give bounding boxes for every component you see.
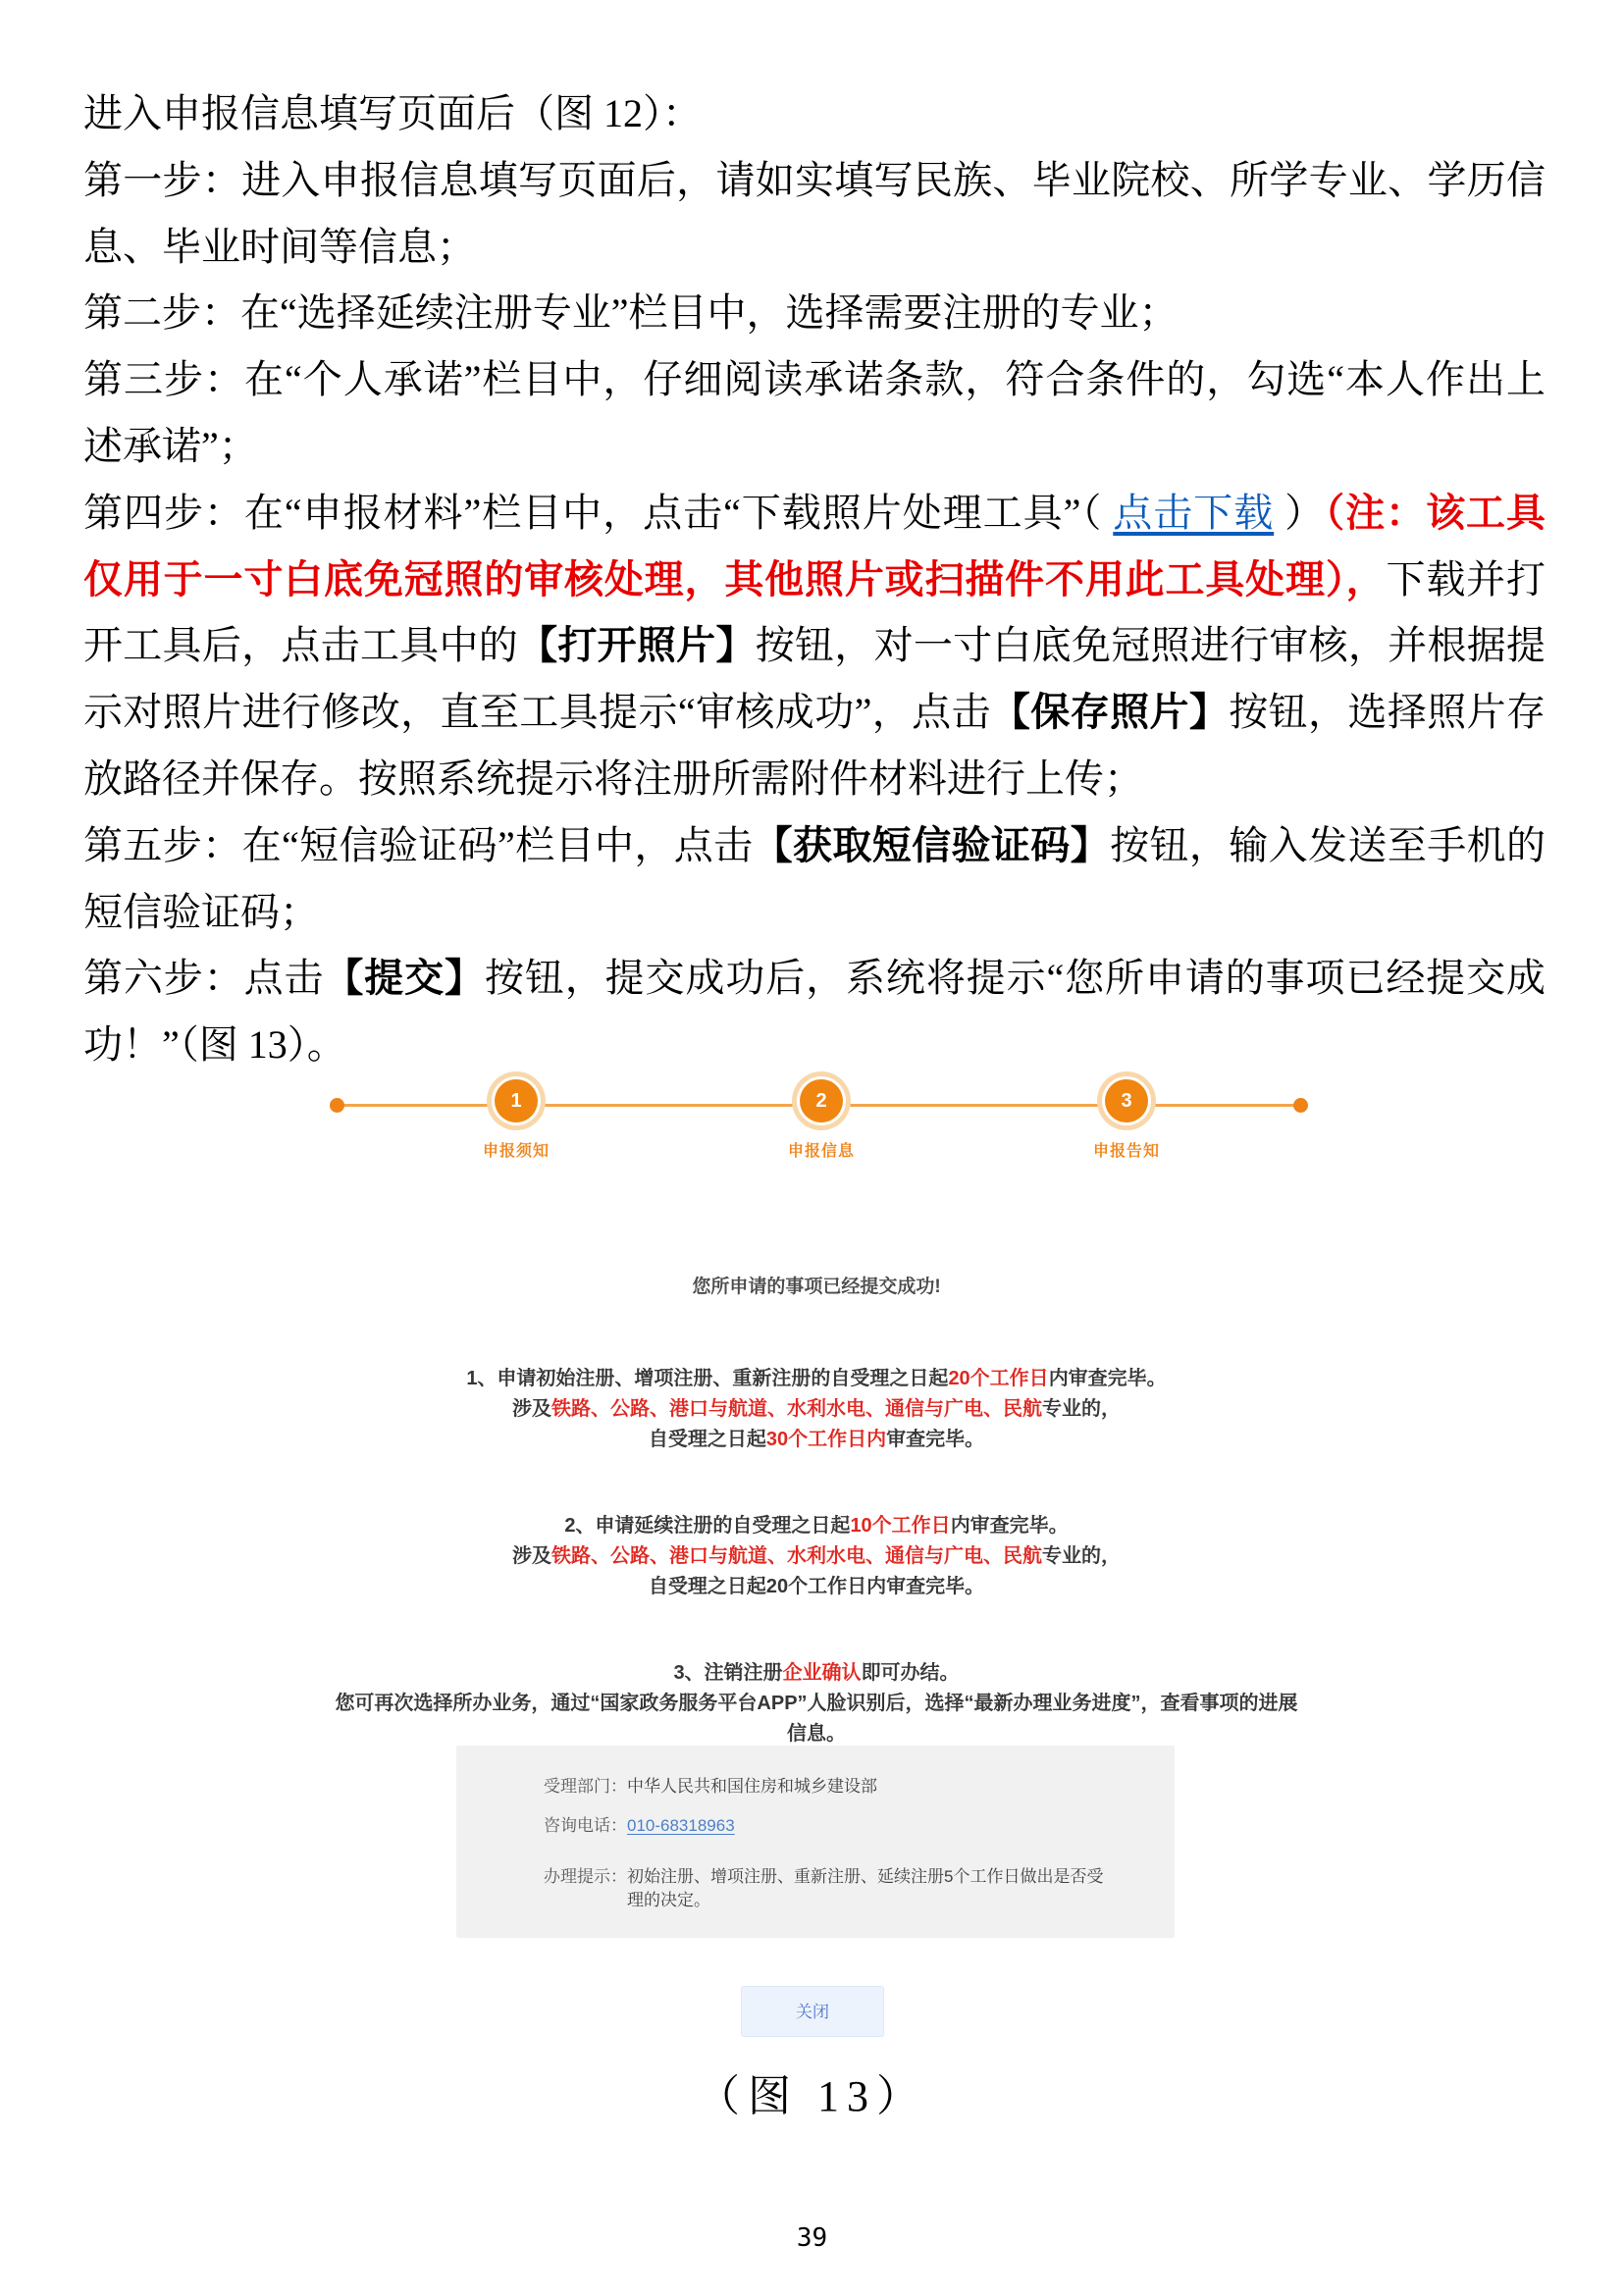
stepper-start-dot — [330, 1098, 344, 1113]
text-run: 您可再次选择所办业务，通过“国家政务服务平台APP”人脸识别后，选择“最新办理业务进度”，查看事项的进展信息。 — [335, 1693, 1298, 1745]
paragraph-step4 — [83, 480, 1545, 812]
paragraph-step2 — [83, 280, 1545, 346]
button-name-open-photo: 【打开照片】 — [518, 623, 756, 668]
highlight-30-workdays: 30个工作日内 — [765, 1429, 887, 1450]
notice-item-2 — [326, 1511, 1307, 1602]
text-run: 按钮，输入发送至手机的短信验证码； — [83, 822, 1546, 934]
text-run: 1、申请初始注册、增项注册、重新注册的自受理之日起 — [466, 1368, 949, 1389]
text-run: 即可办结。 — [861, 1662, 960, 1684]
text-run: 内审查完毕。 — [1048, 1368, 1167, 1389]
tip-label: 办理提示： — [544, 1867, 627, 1886]
text-run: 3、注销注册 — [673, 1662, 783, 1684]
paragraph-step3 — [83, 346, 1545, 480]
highlight-specialties: 铁路、公路、港口与航道、水利水电、通信与广电、民航 — [551, 1545, 1042, 1567]
stepper-step-1 — [457, 1079, 575, 1161]
contact-info-box — [456, 1746, 1175, 1938]
page-number: 39 — [796, 2223, 828, 2253]
highlight-enterprise-confirm: 企业确认 — [782, 1662, 862, 1684]
highlight-20-workdays: 20个工作日 — [948, 1368, 1049, 1389]
department-label: 受理部门： — [544, 1777, 627, 1796]
handling-tip-row — [544, 1865, 1118, 1912]
consult-phone-row — [544, 1814, 735, 1838]
paragraph-step5 — [83, 812, 1545, 946]
text-run: 自受理之日起 — [648, 1429, 766, 1450]
close-button[interactable]: 关闭 — [741, 1986, 884, 2037]
notice-item-1 — [326, 1364, 1307, 1455]
text-run: 自受理之日起20个工作日内审查完毕。 — [648, 1576, 985, 1597]
text-run: 内审查完毕。 — [950, 1515, 1069, 1537]
notice-line — [326, 1541, 1307, 1572]
department-value: 中华人民共和国住房和城乡建设部 — [627, 1777, 877, 1796]
step-2-label: 申报信息 — [787, 1143, 855, 1160]
highlight-10-workdays: 10个工作日 — [850, 1515, 951, 1537]
instruction-text — [83, 80, 1545, 1078]
text-run: 第二步：在“选择延续注册专业”栏目中，选择需要注册的专业； — [83, 290, 1179, 336]
step-1-label: 申报须知 — [482, 1143, 550, 1160]
stepper-end-dot — [1293, 1098, 1308, 1113]
button-name-submit: 【提交】 — [324, 956, 485, 1001]
download-link[interactable]: 点击下载 — [1113, 490, 1275, 535]
notice-line — [326, 1658, 1307, 1689]
text-run: 第五步：在“短信验证码”栏目中，点击 — [83, 822, 754, 867]
text-run: 按钮，提交成功后，系统将提示“您所申请的事项已经提交成功！”（图 13）。 — [83, 956, 1546, 1068]
text-run: 按钮，选择照片存放路径并保存。按照系统提示将注册所需附件材料进行上传； — [83, 690, 1546, 801]
text-run: 专业的， — [1042, 1398, 1121, 1420]
notice-line — [326, 1689, 1307, 1749]
stepper-step-2 — [762, 1079, 880, 1161]
step-1-circle: 1 — [495, 1079, 538, 1122]
notice-line — [326, 1394, 1307, 1425]
paragraph-step1 — [83, 147, 1545, 281]
button-name-save-photo: 【保存照片】 — [990, 690, 1230, 735]
step-2-circle: 2 — [800, 1079, 843, 1122]
step-3-circle: 3 — [1105, 1079, 1148, 1122]
notice-line — [326, 1511, 1307, 1541]
text-run: 进入申报信息填写页面后（图 12）： — [83, 91, 702, 135]
text-run: ） — [1274, 490, 1326, 535]
stepper-step-3 — [1068, 1079, 1185, 1161]
text-run: 专业的， — [1042, 1545, 1121, 1567]
text-run: 第六步：点击 — [83, 956, 325, 1001]
notice-item-3 — [326, 1658, 1307, 1749]
red-note-text: （注：该工具仅用于一寸白底免冠照的审核处理，其他照片或扫描件不用此工具处理）， — [83, 490, 1546, 601]
text-run: 下载并打开工具后，点击工具中的 — [83, 556, 1546, 668]
highlight-specialties: 铁路、公路、港口与航道、水利水电、通信与广电、民航 — [551, 1398, 1042, 1420]
text-run: 第四步：在“申报材料”栏目中，点击“下载照片处理工具”（ — [83, 490, 1114, 535]
text-run: 第三步：在“个人承诺”栏目中，仔细阅读承诺条款，符合条件的，勾选“本人作出上述承诺”； — [83, 357, 1545, 468]
notice-line — [326, 1572, 1307, 1602]
tip-value: 初始注册、增项注册、重新注册、延续注册5个工作日做出是否受理的决定。 — [627, 1867, 1104, 1909]
text-run: 审查完毕。 — [886, 1429, 985, 1450]
text-run: 涉及 — [512, 1545, 551, 1567]
phone-link[interactable]: 010-68318963 — [627, 1816, 735, 1835]
button-name-get-sms-code: 【获取短信验证码】 — [753, 822, 1111, 867]
text-run: 按钮，对一寸白底免冠照进行审核，并根据提示对照片进行修改，直至工具提示“审核成功”，点击 — [83, 623, 1546, 735]
phone-label: 咨询电话： — [544, 1816, 627, 1835]
paragraph-intro — [83, 80, 1545, 147]
paragraph-step6 — [83, 945, 1545, 1078]
step-3-label: 申报告知 — [1092, 1143, 1160, 1160]
text-run: 涉及 — [512, 1398, 551, 1420]
notice-line — [326, 1364, 1307, 1394]
figure-caption: （图 13） — [697, 2072, 927, 2120]
text-run: 2、申请延续注册的自受理之日起 — [564, 1515, 851, 1537]
notice-line — [326, 1425, 1307, 1455]
success-message: 您所申请的事项已经提交成功! — [692, 1277, 941, 1297]
text-run: 第一步：进入申报信息填写页面后，请如实填写民族、毕业院校、所学专业、学历信息、毕业时间等信息； — [83, 157, 1545, 269]
accepting-department-row — [544, 1775, 877, 1799]
